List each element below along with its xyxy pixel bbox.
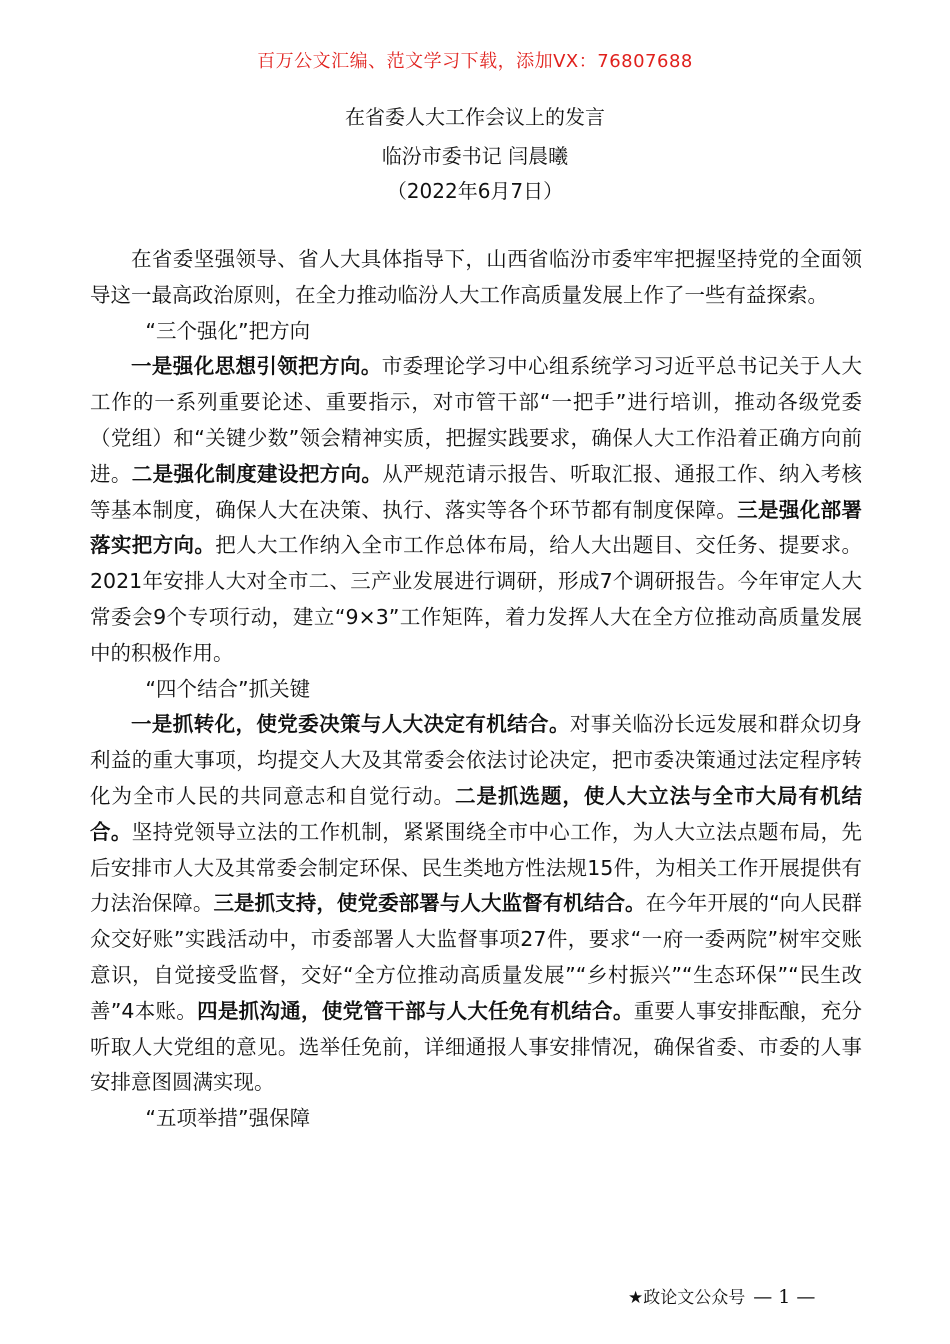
point-1-3-text: 把人大工作纳入全市工作总体布局，给人大出题目、交任务、提要求。2021年安排人大对全市二、三产业发展进行调研，形成7个调研报告。今年审定人大常委会9个专项行动，建立“9×3”工作矩阵，着力发挥人大在全方位推动高质量发展中的积极作用。 xyxy=(90,533,862,665)
section-heading-2: “四个结合”抓关键 xyxy=(145,676,311,701)
point-2-1-text: 对事关临汾长远发展和群众切身利益的重大事项，均提交人大及其常委会依法讨论决定，把市委决策通过法定程序转化为全市人民的共同意志和自觉行动。 xyxy=(90,712,863,808)
point-2-4-text: 重要人事安排酝酿，充分听取人大党组的意见。选举任免前，详细通报人事安排情况，确保省委、市委的人事安排意图圆满实现。 xyxy=(90,998,863,1095)
watermark-text: 百万公文汇编、范文学习下载，添加VX：76807688 xyxy=(257,51,693,72)
point-2-4-heading: 四是抓沟通，使党管干部与人大任免有机结合。 xyxy=(197,998,634,1023)
page-footer xyxy=(628,1283,815,1308)
point-2-1-heading: 一是抓转化，使党委决策与人大决定有机结合。 xyxy=(131,712,570,737)
intro-paragraph: 在省委坚强领导、省人大具体指导下，山西省临汾市委牢牢把握坚持党的全面领导这一最高政治原则，在全力推动临汾人大工作高质量发展上作了一些有益探索。 xyxy=(90,247,862,307)
date-line: （2022年6月7日） xyxy=(386,179,564,203)
point-1-2-heading: 二是强化制度建设把方向。 xyxy=(131,461,383,486)
point-1-1-text: 市委理论学习中心组系统学习习近平总书记关于人大工作的一系列重要论述、重要指示，对市管干部“一把手”进行培训，推动各级党委（党组）和“关键少数”领会精神实质，把握实践要求，确保人大工作沿着正确方向前进。 xyxy=(90,354,862,486)
body-text xyxy=(90,242,862,1137)
point-1-1-heading: 一是强化思想引领把方向。 xyxy=(131,354,382,379)
point-2-3-heading: 三是抓支持，使党委部署与人大监督有机结合。 xyxy=(213,891,646,916)
document-title: 在省委人大工作会议上的发言 xyxy=(345,105,605,129)
point-1-3-heading: 三是强化部署落实把方向。 xyxy=(90,497,862,558)
footer-source: ★政论文公众号 xyxy=(628,1288,746,1308)
point-2-2-heading: 二是抓选题，使人大立法与全市大局有机结合。 xyxy=(90,783,863,844)
section-1-paragraph xyxy=(90,349,862,671)
page-number: — 1 — xyxy=(753,1286,816,1308)
section-heading-3: “五项举措”强保障 xyxy=(145,1106,311,1131)
author-line: 临汾市委书记 闫晨曦 xyxy=(381,144,569,168)
point-2-3-text: 在今年开展的“向人民群众交好账”实践活动中，市委部署人大监督事项27件，要求“一府一委两院”树牢交账意识，自觉接受监督，交好“全方位推动高质量发展”“乡村振兴”“生态环保”“民生改善”4本账。 xyxy=(90,891,863,1023)
section-heading-1: “三个强化”把方向 xyxy=(145,318,311,343)
point-1-2-text: 从严规范请示报告、听取汇报、通报工作、纳入考核等基本制度，确保人大在决策、执行、落实等各个环节都有制度保障。 xyxy=(90,461,862,522)
section-2-paragraph xyxy=(90,707,862,1101)
point-2-2-text: 坚持党领导立法的工作机制，紧紧围绕全市中心工作，为人大立法点题布局，先后安排市人大及其常委会制定环保、民生类地方性法规15件，为相关工作开展提供有力法治保障。 xyxy=(90,819,862,916)
